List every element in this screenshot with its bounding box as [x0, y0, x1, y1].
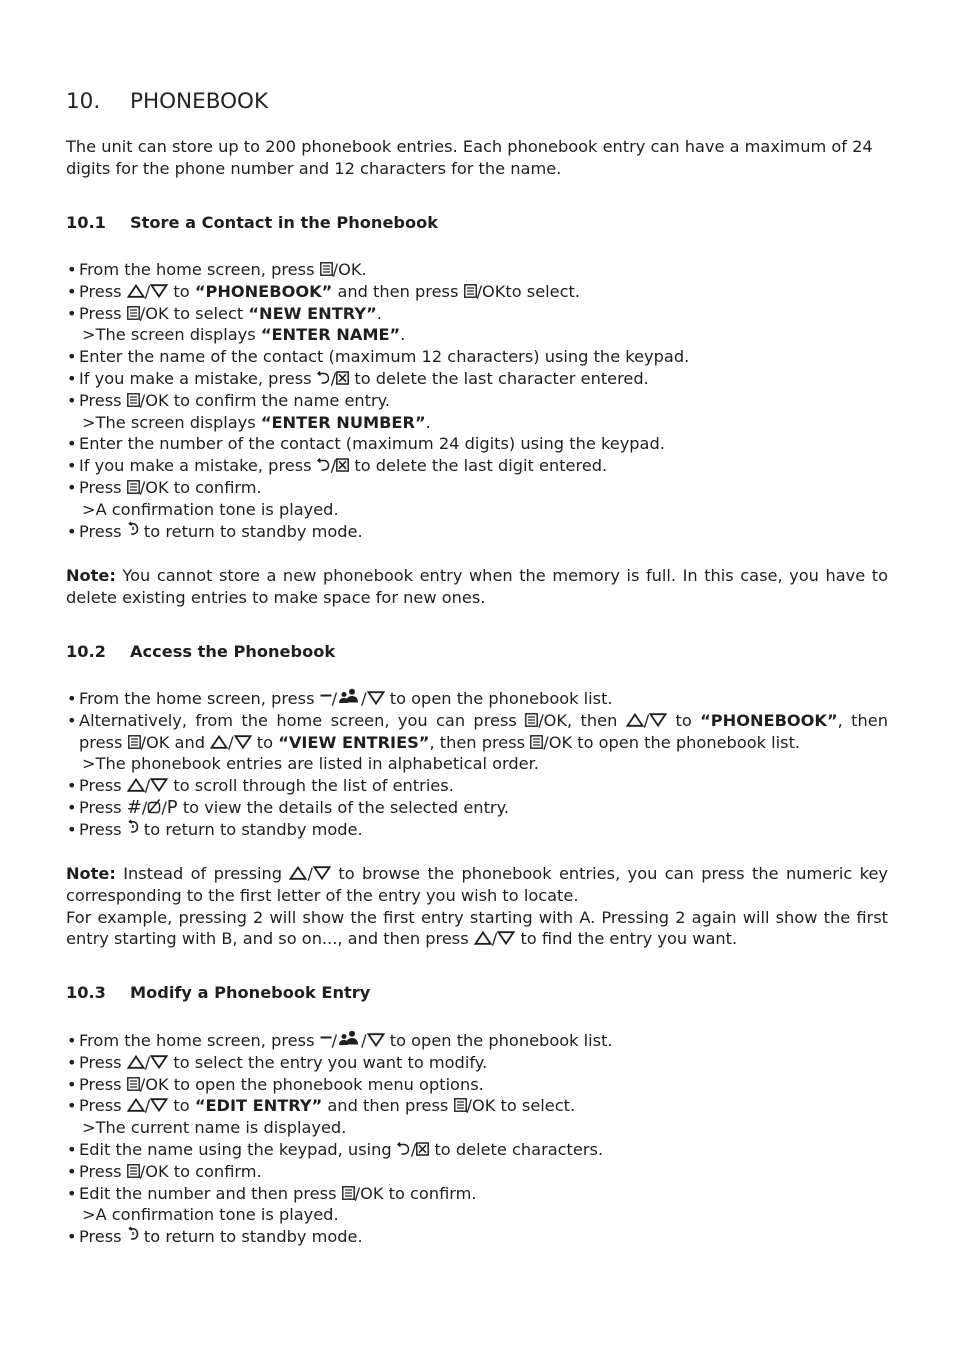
down-arrow-icon: [150, 778, 168, 792]
back-icon: [397, 1140, 411, 1156]
menu-icon: [530, 735, 543, 749]
note-access: [66, 863, 888, 950]
result-line: >The screen displays “ENTER NAME”.: [82, 325, 406, 345]
minus-icon: [320, 691, 332, 705]
delete-icon: [416, 1142, 429, 1156]
delete-icon: [336, 371, 349, 385]
subsection-title: Store a Contact in the Phonebook: [130, 213, 439, 232]
note-store: Note: You cannot store a new phonebook entry when the memory is full. In this case, you have to delete existing entries to make space for new ones.: [66, 566, 888, 607]
list-item: • Press to return to standby mode.: [66, 521, 888, 543]
subsection-heading-10-3: [66, 982, 370, 1004]
end-call-icon: [127, 521, 139, 538]
mute-icon: [147, 798, 161, 814]
list-item: • Press to return to standby mode.: [66, 1226, 888, 1248]
pause-key-icon: P: [166, 796, 178, 818]
up-arrow-icon: [289, 866, 307, 880]
list-item: • Alternatively, from the home screen, you can press /OK, then / to “PHONEBOOK”, then press /OK and / to “VIEW ENTRIES”, then press /OK to open the phonebook list.: [66, 710, 888, 754]
hash-key-icon: #: [126, 796, 142, 818]
subsection-title: Modify a Phonebook Entry: [130, 983, 371, 1002]
list-item: • Press #/ /P to view the details of the selected entry.: [66, 797, 888, 819]
list-item: • Press to return to standby mode.: [66, 819, 888, 841]
list-item: • If you make a mistake, press / to delete the last character entered.: [66, 368, 888, 390]
minus-icon: [320, 1033, 332, 1047]
menu-icon: [454, 1098, 467, 1112]
menu-icon: [320, 262, 333, 276]
menu-icon: [127, 1164, 140, 1178]
result-line: >A confirmation tone is played.: [82, 499, 339, 519]
list-item: • Enter the name of the contact (maximum 12 characters) using the keypad.: [66, 346, 888, 368]
contacts-icon: [337, 688, 361, 704]
list-item: • From the home screen, press /OK.: [66, 259, 888, 281]
subsection-number: 10.2: [66, 642, 106, 661]
note-example: For example, pressing 2 will show the first entry starting with A. Pressing 2 again will show the first entry starting with B, and so on..., and then press / to find the entry you want.: [66, 907, 888, 949]
up-arrow-icon: [626, 713, 644, 727]
subsection-heading-10-1: [66, 212, 438, 234]
page-title: [66, 88, 268, 116]
note-paragraph: Note: Instead of pressing / to browse the phonebook entries, you can press the numeric key corresponding to the first letter of the entry you wish to locate.: [66, 864, 888, 905]
result-line: >A confirmation tone is played.: [82, 1205, 339, 1225]
down-arrow-icon: [234, 735, 252, 749]
section-number: 10.: [66, 89, 101, 114]
down-arrow-icon: [367, 1033, 385, 1047]
list-item: • Press /OK to confirm.: [66, 1161, 888, 1183]
list-item: • Press / to scroll through the list of entries.: [66, 775, 888, 797]
back-icon: [317, 369, 331, 385]
down-arrow-icon: [150, 1098, 168, 1112]
steps-list-access: [66, 688, 888, 841]
list-item: • Press /OK to confirm.: [66, 477, 888, 499]
down-arrow-icon: [649, 713, 667, 727]
steps-list-store: [66, 259, 888, 542]
down-arrow-icon: [150, 284, 168, 298]
list-item: • Press /OK to select “NEW ENTRY”.: [66, 303, 888, 325]
result-line: >The current name is displayed.: [82, 1118, 347, 1138]
result-line: >The phonebook entries are listed in alphabetical order.: [82, 754, 539, 774]
menu-icon: [127, 306, 140, 320]
list-item: • Press / to “PHONEBOOK” and then press /OKto select.: [66, 281, 888, 303]
list-item: • Press /OK to confirm the name entry.: [66, 390, 888, 412]
subsection-number: 10.3: [66, 983, 106, 1002]
up-arrow-icon: [127, 778, 145, 792]
up-arrow-icon: [127, 1055, 145, 1069]
menu-icon: [127, 1077, 140, 1091]
menu-icon: [464, 284, 477, 298]
up-arrow-icon: [210, 735, 228, 749]
list-item: • If you make a mistake, press / to delete the last digit entered.: [66, 455, 888, 477]
up-arrow-icon: [127, 284, 145, 298]
up-arrow-icon: [127, 1098, 145, 1112]
delete-icon: [336, 458, 349, 472]
list-item: • Edit the number and then press /OK to confirm.: [66, 1183, 888, 1205]
result-line: >The screen displays “ENTER NUMBER”.: [82, 412, 431, 432]
list-item: • From the home screen, press / / to open the phonebook list.: [66, 688, 888, 710]
subsection-number: 10.1: [66, 213, 106, 232]
menu-icon: [525, 713, 538, 727]
menu-icon: [127, 393, 140, 407]
menu-icon: [342, 1186, 355, 1200]
steps-list-modify: [66, 1030, 888, 1248]
down-arrow-icon: [367, 691, 385, 705]
down-arrow-icon: [497, 931, 515, 945]
intro-paragraph: The unit can store up to 200 phonebook entries. Each phonebook entry can have a maximum of 24 digits for the phone number and 12 characters for the name.: [66, 137, 873, 178]
down-arrow-icon: [150, 1055, 168, 1069]
section-title: PHONEBOOK: [130, 89, 269, 114]
list-item: • Edit the name using the keypad, using / to delete characters.: [66, 1139, 888, 1161]
menu-icon: [127, 480, 140, 494]
list-item: • From the home screen, press / / to open the phonebook list.: [66, 1030, 888, 1052]
subsection-title: Access the Phonebook: [130, 642, 336, 661]
contacts-icon: [337, 1030, 361, 1046]
back-icon: [317, 456, 331, 472]
end-call-icon: [127, 819, 139, 836]
subsection-heading-10-2: [66, 641, 335, 663]
menu-icon: [128, 735, 141, 749]
list-item: • Enter the number of the contact (maximum 24 digits) using the keypad.: [66, 433, 888, 455]
list-item: • Press / to select the entry you want to modify.: [66, 1052, 888, 1074]
list-item: • Press /OK to open the phonebook menu options.: [66, 1074, 888, 1096]
up-arrow-icon: [474, 931, 492, 945]
end-call-icon: [127, 1226, 139, 1243]
list-item: • Press / to “EDIT ENTRY” and then press /OK to select.: [66, 1095, 888, 1117]
down-arrow-icon: [313, 866, 331, 880]
